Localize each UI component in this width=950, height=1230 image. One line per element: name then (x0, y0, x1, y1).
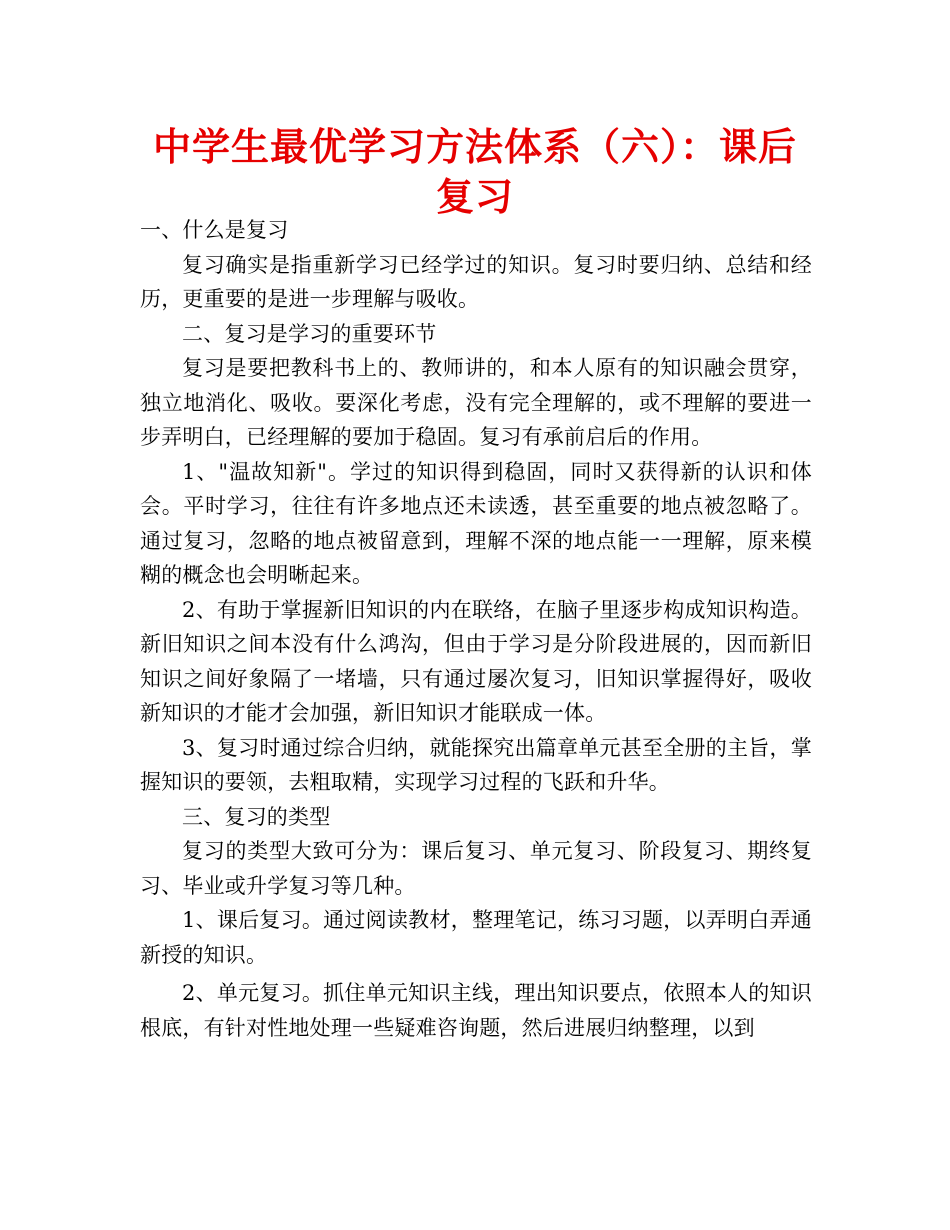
section-heading-3: 三、复习的类型 (182, 804, 331, 829)
document-title: 中学生最优学习方法体系（六）：课后复习 (152, 125, 797, 219)
paragraph: 2、单元复习。抓住单元知识主线，理出知识要点，依照本人的知识根底，有针对性地处理一些疑难咨询题，然后进展归纳整理，以到 (140, 981, 812, 1040)
section-heading-2: 二、复习是学习的重要环节 (182, 321, 437, 346)
document-body (140, 213, 812, 1045)
paragraph: 3、复习时通过综合归纳，就能探究出篇章单元甚至全册的主旨，掌握知识的要领，去粗取精，实现学习过程的飞跃和升华。 (140, 735, 812, 794)
paragraph: 1、课后复习。通过阅读教材，整理笔记，练习习题，以弄明白弄通新授的知识。 (140, 908, 812, 967)
paragraph: 2、有助于掌握新旧知识的内在联络，在脑子里逐步构成知识构造。新旧知识之间本没有什么鸿沟，但由于学习是分阶段进展的，因而新旧知识之间好象隔了一堵墙，只有通过屡次复习，旧知识掌握得好，吸收新知识的才能才会加强，新旧知识才能联成一体。 (140, 597, 812, 725)
paragraph: 复习的类型大致可分为：课后复习、单元复习、阶段复习、期终复习、毕业或升学复习等几种。 (140, 839, 812, 898)
paragraph: 复习是要把教科书上的、教师讲的，和本人原有的知识融会贯穿，独立地消化、吸收。要深化考虑，没有完全理解的，或不理解的要进一步弄明白，已经理解的要加于稳固。复习有承前启后的作用。 (140, 356, 812, 449)
section-heading-1: 一、什么是复习 (140, 218, 289, 242)
paragraph: 复习确实是指重新学习已经学过的知识。复习时要归纳、总结和经历，更重要的是进一步理解与吸收。 (140, 252, 812, 311)
paragraph: 1、"温故知新"。学过的知识得到稳固，同时又获得新的认识和体会。平时学习，往往有许多地点还未读透，甚至重要的地点被忽略了。通过复习，忽略的地点被留意到，理解不深的地点能一一理解，原来模糊的概念也会明晰起来。 (140, 459, 812, 587)
